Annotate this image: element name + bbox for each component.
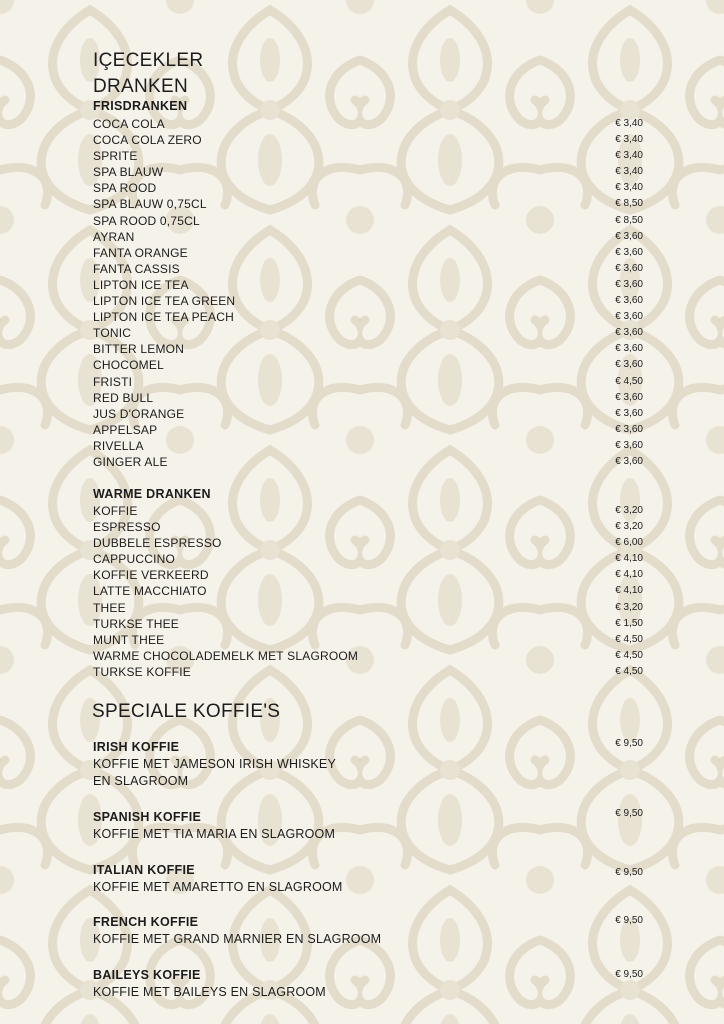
menu-item-row [93,567,643,583]
menu-item-name: LIPTON ICE TEA [93,277,189,292]
menu-item-name: KOFFIE [93,504,138,518]
menu-item-row [93,180,643,196]
menu-item-name: SPA BLAUW [93,165,164,180]
menu-item-price: € 4,10 [615,553,643,565]
menu-item-price: € 3,60 [615,455,643,467]
menu-item-price: € 6,00 [615,537,643,549]
menu-item-row [93,196,643,212]
menu-item-row [93,632,643,648]
menu-item-price: € 3,60 [615,343,643,355]
menu-item-name: FANTA CASSIS [93,261,180,276]
menu-item-price: € 8,50 [615,214,643,226]
menu-item-price: € 3,60 [615,246,643,258]
menu-item-row [93,325,643,341]
menu-item-name: SPA BLAUW 0,75CL [93,197,207,212]
menu-item-row [93,583,643,599]
warme-dranken-list [93,503,643,680]
menu-item-name: SPA ROOD 0,75CL [93,213,200,228]
special-coffee-price: € 9,50 [615,969,643,980]
menu-item-name: DUBBELE ESPRESSO [93,536,222,551]
menu-item-price: € 4,10 [615,569,643,581]
menu-item-row [93,132,643,148]
menu-item-name: TONIC [93,326,132,341]
special-coffee-description: KOFFIE MET GRAND MARNIER EN SLAGROOM [93,932,382,946]
special-coffee-item [93,808,643,843]
menu-item-price: € 3,40 [615,182,643,194]
menu-item-row [93,535,643,551]
menu-item-price: € 3,20 [615,601,643,613]
menu-item-price: € 3,40 [615,150,643,162]
menu-item-row [93,551,643,567]
menu-item-price: € 8,50 [615,198,643,210]
menu-item-price: € 3,20 [615,521,643,533]
menu-item-name: ESPRESSO [93,520,161,535]
menu-item-price: € 3,60 [615,262,643,274]
menu-item-row [93,309,643,325]
menu-item-price: € 3,60 [615,391,643,403]
menu-item-name: TURKSE THEE [93,616,179,631]
menu-item-row [93,116,643,132]
page-title-dutch: DRANKEN [93,76,189,97]
menu-item-price: € 3,60 [615,295,643,307]
menu-item-name: WARME CHOCOLADEMELK MET SLAGROOM [93,648,359,663]
menu-item-name: FRISTI [93,374,133,389]
menu-item-row [93,422,643,438]
page-title-turkish: IÇECEKLER [93,50,204,71]
menu-item-price: € 3,60 [615,407,643,419]
special-coffee-item [93,966,643,1001]
menu-item-row [93,357,643,373]
special-coffee-name: BAILEYS KOFFIE [93,968,201,982]
special-coffee-description: KOFFIE MET JAMESON IRISH WHISKEY EN SLAGROOM [93,757,336,788]
special-coffee-item [93,861,643,896]
section-heading-warme-dranken: WARME DRANKEN [93,487,211,501]
frisdranken-list [93,116,643,470]
special-coffee-item [93,913,643,948]
special-coffee-name: SPANISH KOFFIE [93,810,202,824]
menu-item-price: € 4,50 [615,633,643,645]
menu-item-row [93,600,643,616]
menu-item-price: € 3,40 [615,118,643,129]
menu-item-price: € 3,60 [615,423,643,435]
menu-item-row [93,245,643,261]
section-heading-speciale-koffies: SPECIALE KOFFIE'S [92,701,281,722]
menu-item-price: € 3,60 [615,359,643,371]
menu-item-name: CAPPUCCINO [93,552,176,567]
menu-item-name: RED BULL [93,390,154,405]
menu-item-price: € 4,50 [615,649,643,661]
menu-item-row [93,293,643,309]
menu-item-name: KOFFIE VERKEERD [93,568,209,583]
menu-item-price: € 4,10 [615,585,643,597]
menu-item-name: THEE [93,600,126,615]
special-coffee-name: FRENCH KOFFIE [93,915,199,929]
menu-item-name: JUS D'ORANGE [93,406,185,421]
menu-item-price: € 3,60 [615,230,643,242]
menu-item-name: COCA COLA [93,117,165,131]
menu-item-row [93,648,643,664]
menu-item-price: € 3,40 [615,166,643,178]
special-coffee-description: KOFFIE MET BAILEYS EN SLAGROOM [93,985,326,999]
menu-item-name: SPRITE [93,149,138,164]
menu-item-row [93,664,643,680]
menu-item-row [93,213,643,229]
menu-item-name: TURKSE KOFFIE [93,664,191,679]
menu-item-row [93,454,643,470]
menu-item-row [93,406,643,422]
menu-item-row [93,277,643,293]
menu-item-price: € 3,20 [615,505,643,516]
menu-item-row [93,438,643,454]
special-coffee-item [93,738,643,790]
menu-item-row [93,519,643,535]
menu-item-row [93,616,643,632]
menu-item-name: LATTE MACCHIATO [93,584,207,599]
menu-item-name: SPA ROOD [93,181,157,196]
menu-item-price: € 1,50 [615,617,643,629]
menu-item-price: € 3,40 [615,134,643,146]
menu-item-name: COCA COLA ZERO [93,133,202,148]
menu-item-price: € 3,60 [615,439,643,451]
menu-item-row [93,390,643,406]
menu-item-name: AYRAN [93,229,135,244]
special-coffee-price: € 9,50 [615,808,643,819]
special-coffee-price: € 9,50 [615,867,643,878]
menu-item-name: MUNT THEE [93,632,165,647]
special-coffee-price: € 9,50 [615,915,643,926]
special-coffee-price: € 9,50 [615,738,643,749]
menu-item-row [93,503,643,519]
menu-item-name: BITTER LEMON [93,342,185,357]
menu-item-row [93,164,643,180]
special-coffee-name: IRISH KOFFIE [93,740,180,754]
menu-item-name: LIPTON ICE TEA GREEN [93,294,236,309]
menu-item-name: APPELSAP [93,422,158,437]
menu-item-name: GINGER ALE [93,454,168,469]
menu-item-price: € 3,60 [615,278,643,290]
menu-item-row [93,341,643,357]
special-coffee-description: KOFFIE MET TIA MARIA EN SLAGROOM [93,827,336,841]
menu-item-row [93,229,643,245]
section-heading-frisdranken: FRISDRANKEN [93,99,188,113]
menu-item-price: € 4,50 [615,375,643,387]
special-coffee-description: KOFFIE MET AMARETTO EN SLAGROOM [93,880,343,894]
menu-item-name: FANTA ORANGE [93,245,188,260]
menu-item-row [93,148,643,164]
special-coffee-name: ITALIAN KOFFIE [93,863,195,877]
menu-item-price: € 4,50 [615,665,643,677]
menu-item-price: € 3,60 [615,327,643,339]
menu-item-row [93,261,643,277]
menu-item-row [93,374,643,390]
menu-item-name: RIVELLA [93,438,144,453]
menu-item-price: € 3,60 [615,311,643,323]
menu-item-name: CHOCOMEL [93,358,164,373]
menu-item-name: LIPTON ICE TEA PEACH [93,310,234,325]
